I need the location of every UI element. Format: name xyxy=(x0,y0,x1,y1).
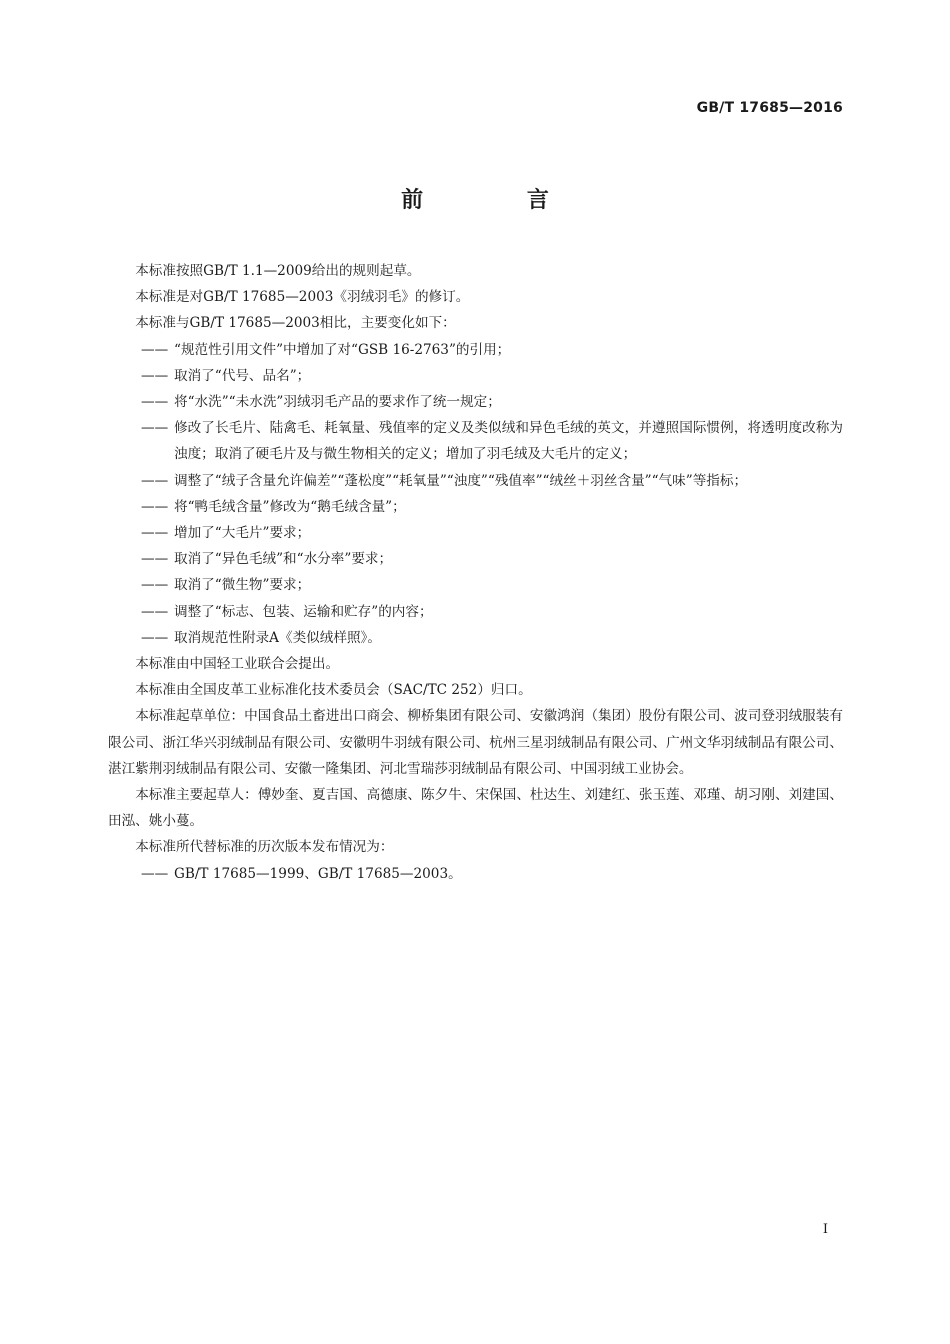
dash-marker: —— xyxy=(141,341,169,358)
list-item: —— “规范性引用文件”中增加了对“GSB 16-2763”的引用； xyxy=(108,337,843,363)
dash-marker: —— xyxy=(141,551,169,568)
paragraph-history-intro: 本标准所代替标准的历次版本发布情况为： xyxy=(135,839,394,856)
dash-marker: —— xyxy=(141,577,169,594)
list-item: —— 调整了“标志、包装、运输和贮存”的内容； xyxy=(108,599,843,625)
dash-marker: —— xyxy=(141,525,169,542)
dash-marker: —— xyxy=(141,367,169,384)
list-item: —— 取消了“代号、品名”； xyxy=(108,363,843,389)
list-item: —— 取消了“异色毛绒”和“水分率”要求； xyxy=(108,546,843,572)
list-item: —— 将“鸭毛绒含量”修改为“鹅毛绒含量”； xyxy=(108,494,843,520)
dash-marker: —— xyxy=(141,420,169,437)
list-item: —— 调整了“绒子含量允许偏差”“蓬松度”“耗氧量”“浊度”“残值率”“绒丝＋羽丝含量”“气味”等指标； xyxy=(108,468,843,494)
page-title: 前 言 xyxy=(401,188,597,213)
list-item: —— 修改了长毛片、陆禽毛、耗氧量、残值率的定义及类似绒和异色毛绒的英文，并遵照国际惯例，将透明度改称为浊度；取消了硬毛片及与微生物相关的定义；增加了羽毛绒及大毛片的定义； xyxy=(108,415,843,467)
dash-marker: —— xyxy=(141,865,169,882)
paragraph-drafting-rules: 本标准按照GB/T 1.1—2009给出的规则起草。 xyxy=(135,263,421,279)
paragraph-changes-intro: 本标准与GB/T 17685—2003相比，主要变化如下： xyxy=(135,315,456,332)
dash-marker: —— xyxy=(141,603,169,620)
dash-marker: —— xyxy=(141,394,169,411)
dash-marker: —— xyxy=(141,498,169,515)
paragraph-drafting-units: 本标准起草单位：中国食品土畜进出口商会、柳桥集团有限公司、安徽鸿润（集团）股份有限公司、波司登羽绒服装有限公司、浙江华兴羽绒制品有限公司、安徽明牛羽绒有限公司、杭州三星羽绒制品有限公司、广州文华羽绒制品有限公司、湛江紫荆羽绒制品有限公司、安徽一隆集团、河北雪瑞莎羽绒制品有限公司、中国羽绒工业协会。 xyxy=(108,708,843,777)
paragraph-proposer: 本标准由中国轻工业联合会提出。 xyxy=(135,656,340,673)
dash-marker: —— xyxy=(141,629,169,646)
standard-code: GB/T 17685—2016 xyxy=(696,100,843,116)
paragraph-revision: 本标准是对GB/T 17685—2003《羽绒羽毛》的修订。 xyxy=(135,289,470,306)
dash-marker: —— xyxy=(141,472,169,489)
list-item: —— 增加了“大毛片”要求； xyxy=(108,520,843,546)
list-item: —— 取消规范性附录A《类似绒样照》。 xyxy=(108,625,843,651)
page-number: I xyxy=(822,1222,828,1237)
list-item-history: —— GB/T 17685—1999、GB/T 17685—2003。 xyxy=(108,861,843,887)
list-item: —— 将“水洗”“未水洗”羽绒羽毛产品的要求作了统一规定； xyxy=(108,389,843,415)
foreword-body xyxy=(108,258,843,887)
list-item: —— 取消了“微生物”要求； xyxy=(108,572,843,598)
paragraph-committee: 本标准由全国皮革工业标准化技术委员会（SAC/TC 252）归口。 xyxy=(135,682,532,699)
paragraph-drafters: 本标准主要起草人：傅妙奎、夏吉国、高德康、陈夕牛、宋保国、杜达生、刘建红、张玉莲、邓瑾、胡习刚、刘建国、田泓、姚小蔓。 xyxy=(108,787,843,830)
